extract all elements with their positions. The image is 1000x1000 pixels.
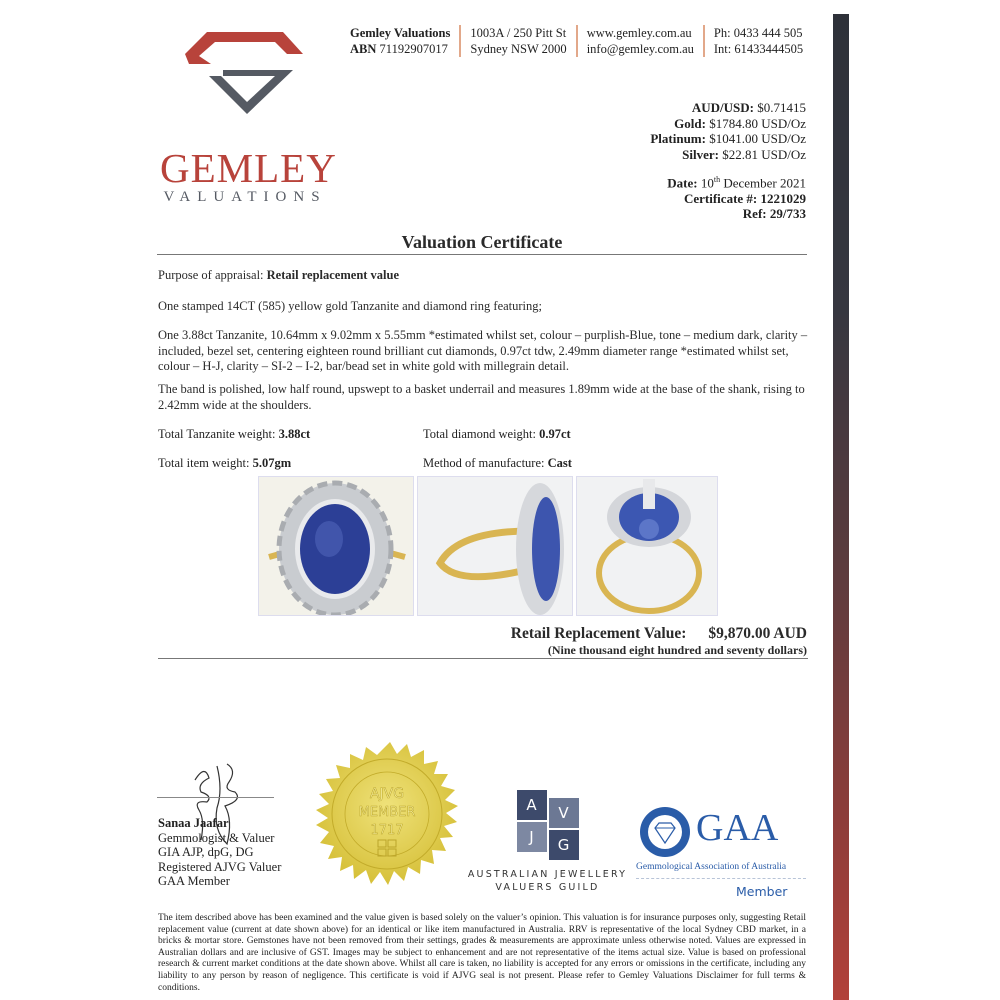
valuer-details — [158, 816, 281, 889]
company-col — [350, 25, 459, 57]
contact-header — [350, 25, 812, 57]
abn-label: ABN — [350, 42, 377, 56]
value-divider — [158, 658, 808, 659]
tanzanite-weight: Total Tanzanite weight: 3.88ct — [158, 427, 311, 441]
address-line2: Sydney NSW 2000 — [470, 42, 567, 56]
gaa-member-label: Member — [736, 884, 788, 899]
ring-photos — [258, 476, 718, 616]
intl-number: Int: 61433444505 — [713, 42, 804, 56]
retail-replacement-value — [511, 625, 807, 643]
signature-line — [157, 797, 274, 798]
address-line1: 1003A / 250 Pitt St — [470, 26, 567, 40]
ajvg-monogram: A V J G — [517, 790, 579, 860]
value-in-words: (Nine thousand eight hundred and seventy dollars) — [547, 643, 807, 657]
manufacture-method: Method of manufacture: Cast — [423, 456, 572, 470]
ring-front-photo — [258, 476, 414, 616]
valuer-title: Gemmologist & Valuer — [158, 830, 275, 845]
valuer-membership: GAA Member — [158, 874, 230, 888]
valuer-registration: Registered AJVG Valuer — [158, 859, 282, 874]
phone-col — [703, 25, 812, 57]
rate-row: Platinum: $1041.00 USD/Oz — [650, 131, 806, 146]
logo-wordmark: GEMLEY — [160, 145, 337, 191]
ref-row: Ref: 29/733 — [742, 206, 806, 222]
valuer-name: Sanaa Jaafar — [158, 816, 229, 830]
logo-subtitle: VALUATIONS — [163, 189, 327, 205]
disclaimer-text: The item described above has been examined and the value given is based solely on the valuer’s opinion. This valuation is for insurance purposes only, suggesting Retail replacement value (current at date shown above) for an identical or like item manufactured in Australia. RRV is representative of the local Sydney CBD market, in a bricks & mortar store. Gemstones have not been removed from their settings, grades & measurements are approximate unless otherwise noted. Values are expressed in Australian dollars and are inclusive of GST. Images may be subject to enhancement and are not representative of the items actual size. Value is based on professional research & current market conditions at the date shown above. Whilst all care is taken, no liability is accepted for any errors or omissions in the certificate, including any liability to any person by reason of negligence. This certificate is void if AJVG seal is not present. Please refer to Gemley Valuations Disclaimer for full terms & conditions. — [158, 913, 806, 993]
abn-value: 71192907017 — [379, 42, 448, 56]
date-row: Date: 10th December 2021 — [667, 175, 806, 191]
value-label: Retail Replacement Value: — [510, 625, 687, 642]
web-col — [576, 25, 703, 57]
description-details: One 3.88ct Tanzanite, 10.64mm x 9.02mm x 5.55mm *estimated whilst set, colour – purplish-Blue, tone – medium dark, clarity – included, bezel set, centering eighteen round brilliant cut diamonds, 0.97ct tdw, 2.49mm diameter range *estimated whilst set, colour – H-J, clarity – SI-2 – I-2, bar/bead set in white gold with millegrain detail. — [158, 328, 808, 373]
certificate-row: Certificate #: 1221029 — [683, 190, 806, 206]
company-name: Gemley Valuations — [350, 26, 451, 40]
valuer-quals: GIA AJP, dpG, DG — [158, 845, 254, 859]
gaa-full-name: Gemmological Association of Australia — [636, 862, 787, 872]
gold-seal-icon — [310, 740, 470, 900]
diamond-weight: Total diamond weight: 0.97ct — [423, 427, 571, 441]
value-amount: $9,870.00 AUD — [708, 625, 807, 642]
website-link[interactable]: www.gemley.com.au — [586, 26, 692, 40]
address-col — [459, 25, 575, 57]
purpose-line: Purpose of appraisal: Retail replacement value — [158, 268, 400, 282]
ajvg-name: AUSTRALIAN JEWELLERY VALUERS GUILD — [467, 869, 628, 893]
title-divider — [157, 254, 807, 255]
certificate-meta — [667, 172, 806, 222]
rate-row: Silver: $22.81 USD/Oz — [682, 146, 806, 162]
ajvg-gold-seal — [310, 740, 470, 905]
gem-logo-icon — [185, 28, 305, 118]
phone-number: Ph: 0433 444 505 — [713, 26, 803, 40]
rate-row: Gold: $1784.80 USD/Oz — [674, 115, 806, 131]
decorative-side-bar — [833, 14, 849, 1000]
ring-underside-photo — [576, 476, 718, 616]
item-weight: Total item weight: 5.07gm — [158, 456, 292, 470]
description-band: The band is polished, low half round, upswept to a basket underrail and measures 1.89mm wide at the base of the shank, rising to 2.42mm wide at the shoulders. — [158, 382, 805, 412]
page-title: Valuation Certificate — [401, 232, 563, 252]
description-intro: One stamped 14CT (585) yellow gold Tanzanite and diamond ring featuring; — [158, 299, 542, 313]
gaa-divider — [636, 878, 806, 879]
svg-text:MEMBER: MEMBER — [358, 805, 416, 820]
email-link[interactable]: info@gemley.com.au — [586, 42, 694, 56]
ajvg-logo — [465, 790, 630, 894]
rate-row: AUD/USD: $0.71415 — [691, 100, 806, 115]
gaa-diamond-emblem-icon — [638, 805, 692, 859]
svg-text:1717: 1717 — [370, 823, 404, 838]
svg-text:AJVG: AJVG — [369, 786, 405, 802]
gaa-wordmark: GAA — [696, 807, 779, 849]
metal-rates — [650, 100, 806, 162]
ring-side-photo — [417, 476, 573, 616]
